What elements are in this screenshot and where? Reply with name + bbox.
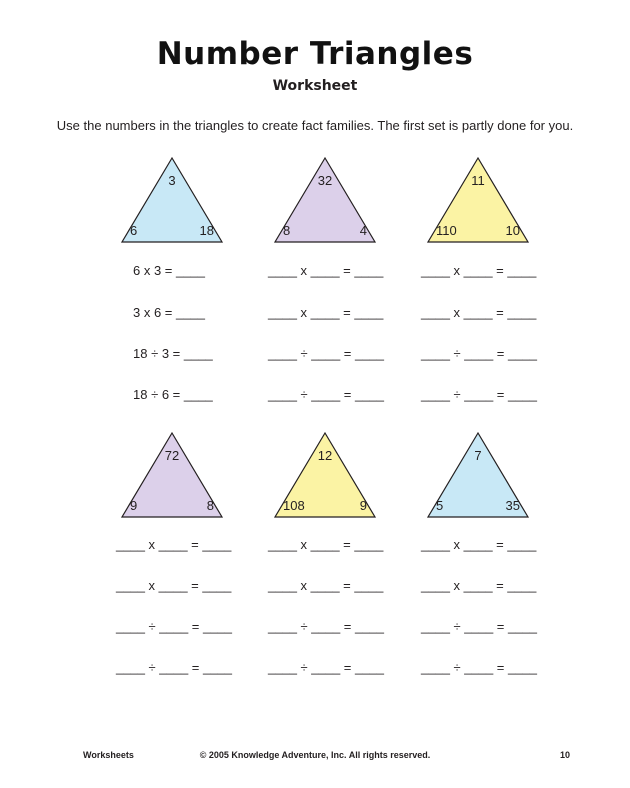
triangle-top-number: 72 [164,448,180,463]
equation-line: ____ x ____ = ____ [421,263,537,278]
number-triangle-3 [418,156,538,246]
equation-line: 3 x 6 = ____ [133,305,205,320]
number-triangle-5 [265,431,385,521]
equation-line: ____ x ____ = ____ [421,305,537,320]
equation-line: ____ ÷ ____ = ____ [268,346,384,361]
triangle-right-number: 9 [359,498,367,513]
equation-line: ____ x ____ = ____ [116,537,232,552]
equation-line: ____ x ____ = ____ [116,578,232,593]
page-number: 10 [559,750,570,760]
number-triangle-4 [112,431,232,521]
footer-left-text: Worksheets [83,750,134,760]
number-triangle-6 [418,431,538,521]
triangle-right-number: 4 [359,223,367,238]
equation-line: ____ x ____ = ____ [421,578,537,593]
triangle-top-number: 32 [317,173,333,188]
equation-line: 18 ÷ 3 = ____ [133,346,213,361]
copyright-text: © 2005 Knowledge Adventure, Inc. All rights reserved. [199,750,431,760]
equation-line: ____ ÷ ____ = ____ [268,660,384,675]
triangle-top-number: 12 [317,448,333,463]
triangle-left-number: 5 [436,498,444,513]
equation-line: ____ ÷ ____ = ____ [116,660,232,675]
equation-line: ____ x ____ = ____ [268,537,384,552]
equation-line: 18 ÷ 6 = ____ [133,387,213,402]
page-title: Number Triangles [156,36,474,72]
equation-line: ____ ÷ ____ = ____ [268,387,384,402]
triangle-left-number: 110 [436,223,457,238]
triangle-right-number: 35 [505,498,520,513]
triangle-left-number: 6 [130,223,138,238]
instructions-text: Use the numbers in the triangles to create fact families. The first set is partly done for you. [56,118,574,133]
triangle-right-number: 10 [505,223,520,238]
equation-line: ____ ÷ ____ = ____ [421,660,537,675]
number-triangle-1 [112,156,232,246]
triangle-left-number: 9 [130,498,138,513]
page-subtitle: Worksheet [272,78,358,94]
equation-line: ____ x ____ = ____ [421,537,537,552]
triangle-right-number: 18 [199,223,214,238]
equation-line: ____ x ____ = ____ [268,263,384,278]
triangle-top-number: 7 [474,448,482,463]
equation-line: ____ x ____ = ____ [268,578,384,593]
number-triangle-2 [265,156,385,246]
equation-line: ____ ÷ ____ = ____ [268,619,384,634]
equation-line: ____ ÷ ____ = ____ [421,346,537,361]
equation-line: 6 x 3 = ____ [133,263,205,278]
triangle-right-number: 8 [206,498,214,513]
equation-line: ____ ÷ ____ = ____ [421,619,537,634]
triangle-left-number: 8 [283,223,291,238]
triangle-top-number: 3 [168,173,176,188]
equation-line: ____ ÷ ____ = ____ [116,619,232,634]
triangle-top-number: 11 [471,173,485,188]
equation-line: ____ x ____ = ____ [268,305,384,320]
equation-line: ____ ÷ ____ = ____ [421,387,537,402]
triangle-left-number: 108 [283,498,305,513]
